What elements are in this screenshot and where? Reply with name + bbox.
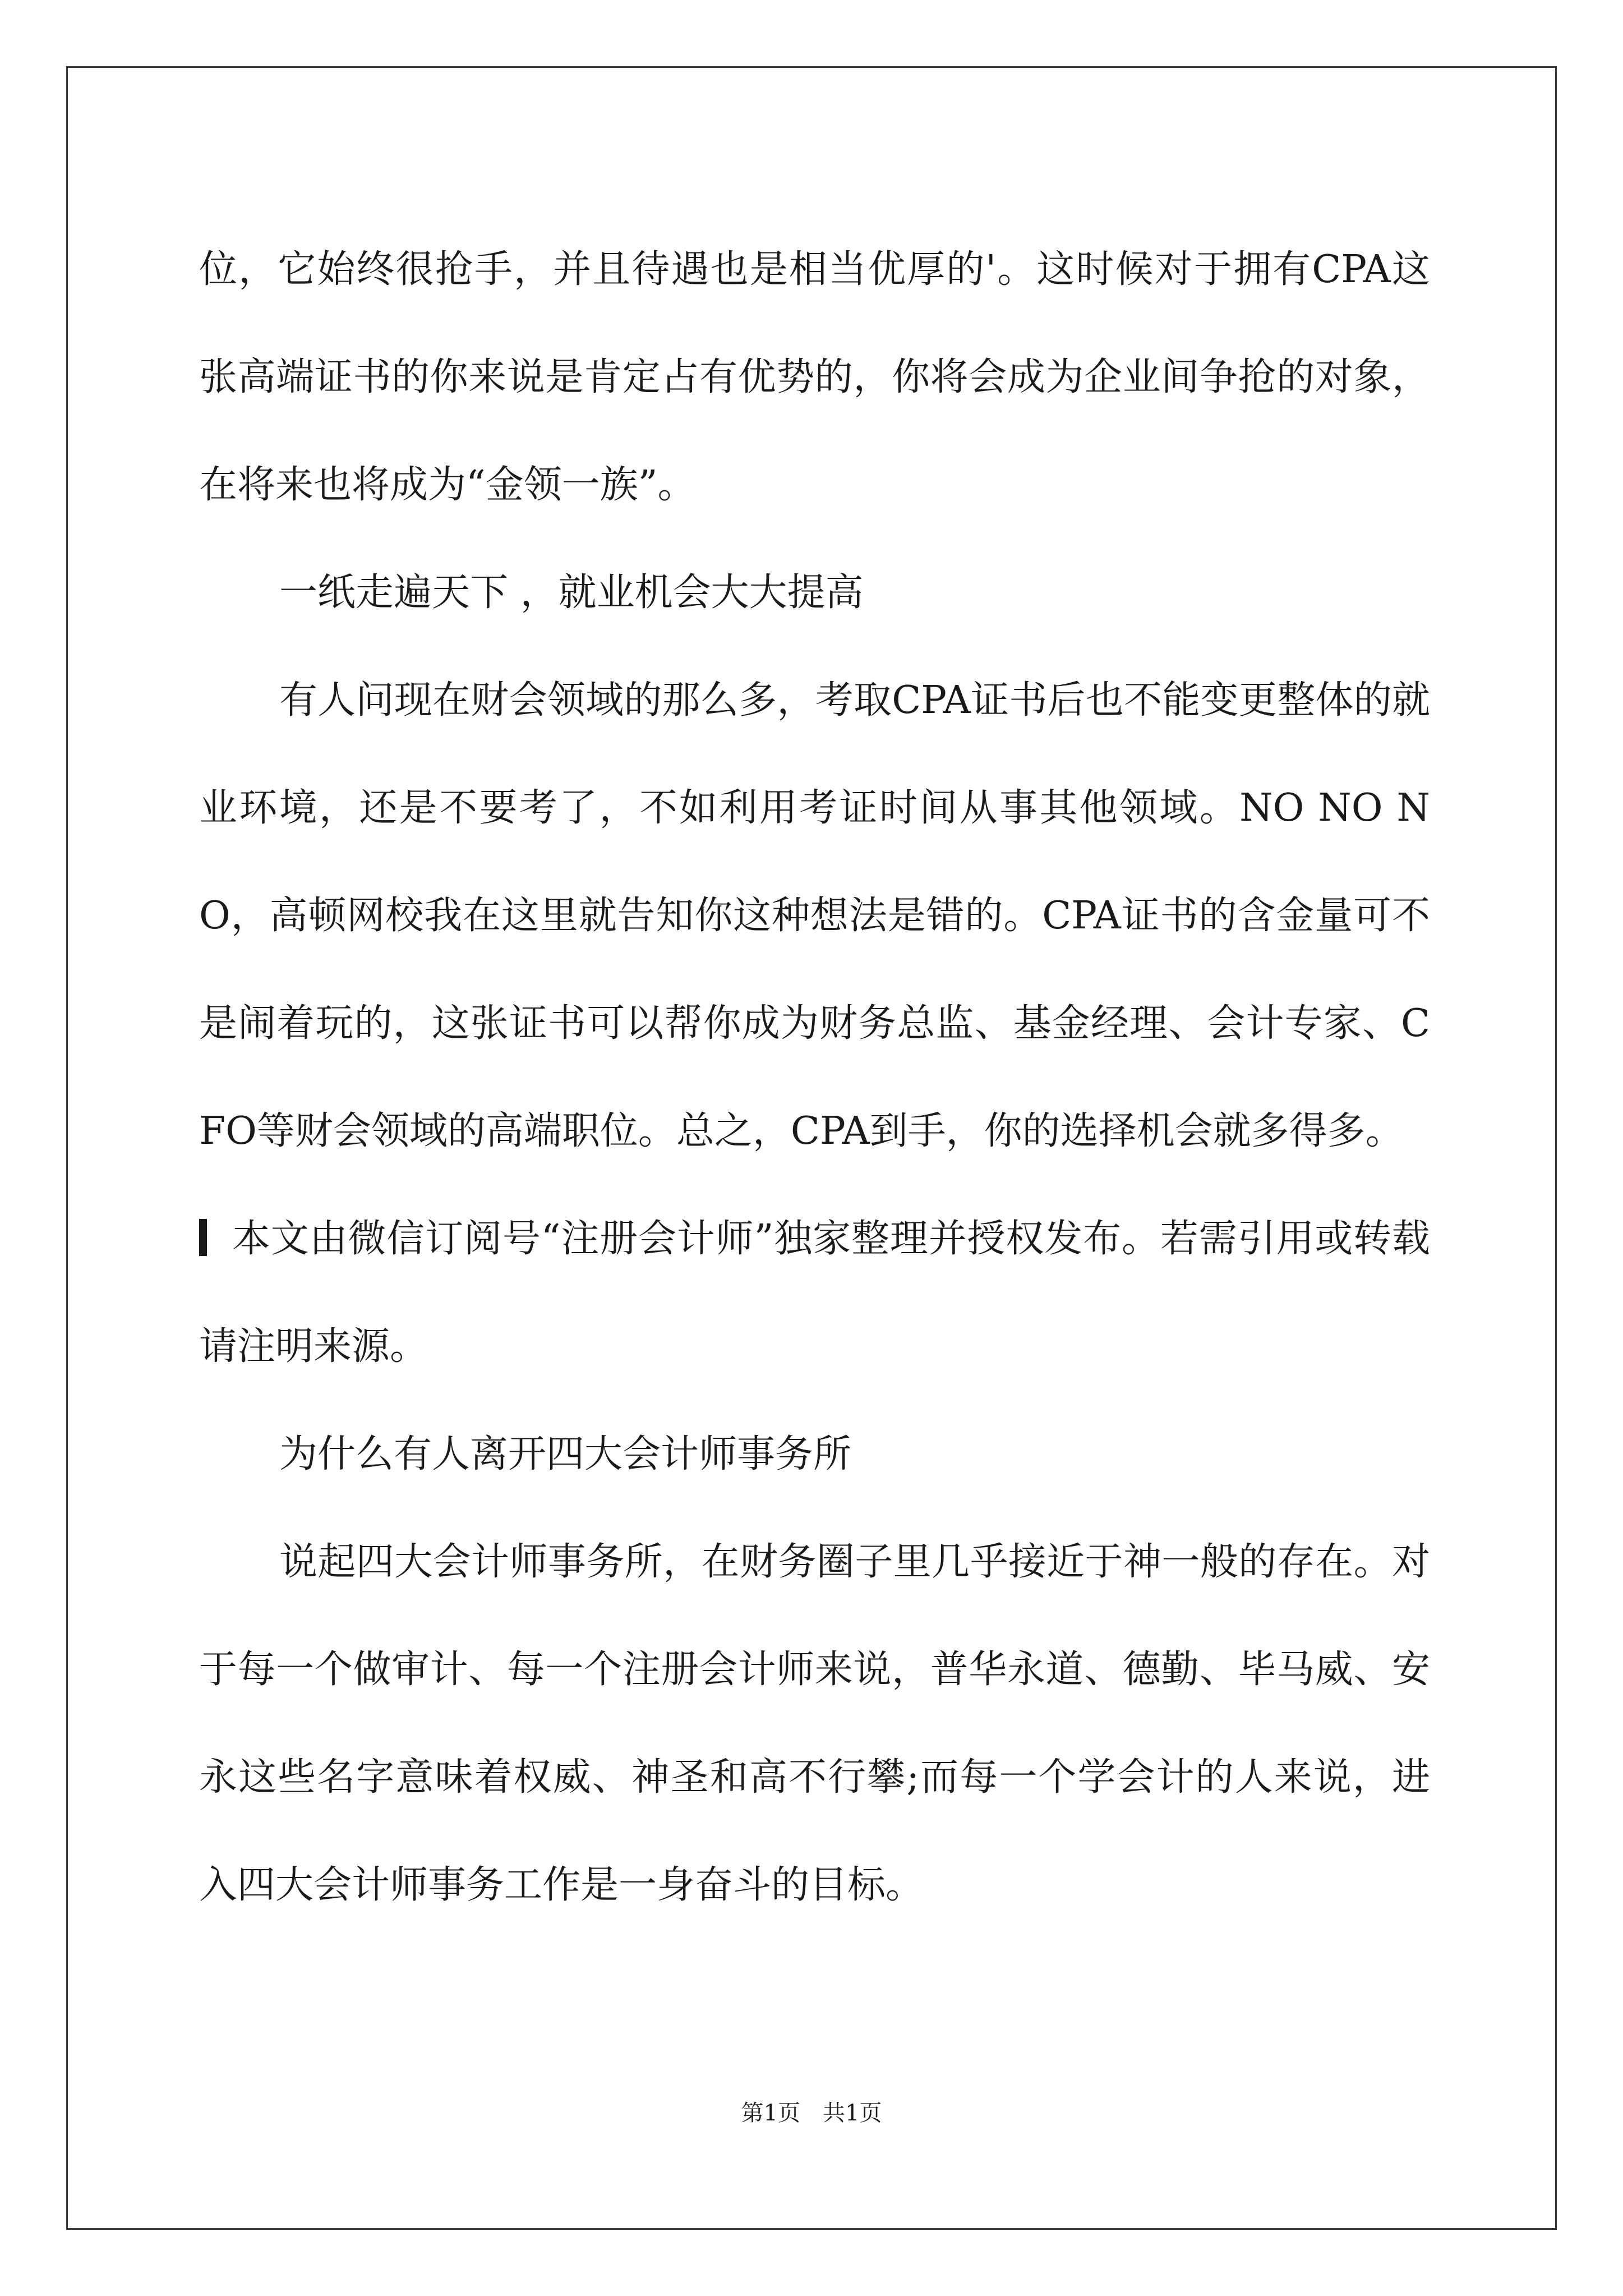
- bar-marker-icon: [199, 1219, 207, 1256]
- source-note: [199, 1185, 1430, 1401]
- page-number-current: 第1页: [741, 2100, 800, 2126]
- section-heading-big-four: 为什么有人离开四大会计师事务所: [279, 1432, 852, 1476]
- paragraph-6: 说起四大会计师事务所，在财务圈子里几乎接近于神一般的存在。对于每一个做审计、每一个注册会计师来说，普华永道、德勤、毕马威、安永这些名字意味着权威、神圣和高不行攀;而每一个学会计的人来说，进入四大会计师事务工作是一身奋斗的目标。: [199, 1540, 1430, 1907]
- source-note-text: 本文由微信订阅号“注册会计师”独家整理并授权发布。若需引用或转载请注明来源。: [199, 1217, 1430, 1369]
- document-body: [199, 216, 1430, 1939]
- paragraph-1: 位，它始终很抢手，并且待遇也是相当优厚的'。这时候对于拥有CPA这张高端证书的你来说是肯定占有优势的，你将会成为企业间争抢的对象，在将来也将成为“金领一族”。: [199, 247, 1431, 507]
- paragraph-3: 有人问现在财会领域的那么多，考取CPA证书后也不能变更整体的就业环境，还是不要考了，不如利用考证时间从事其他领域。NO NO NO，高顿网校我在这里就告知你这种想法是错的。CPA证书的含金量可不是闹着玩的，这张证书可以帮你成为财务总监、基金经理、会计专家、CFO等财会领域的高端职位。总之，CPA到手，你的选择机会就多得多。: [199, 678, 1430, 1153]
- page-footer: [0, 2095, 1623, 2127]
- section-heading-employment: 一纸走遍天下 ，就业机会大大提高: [279, 570, 864, 615]
- page-number-total: 共1页: [823, 2100, 882, 2126]
